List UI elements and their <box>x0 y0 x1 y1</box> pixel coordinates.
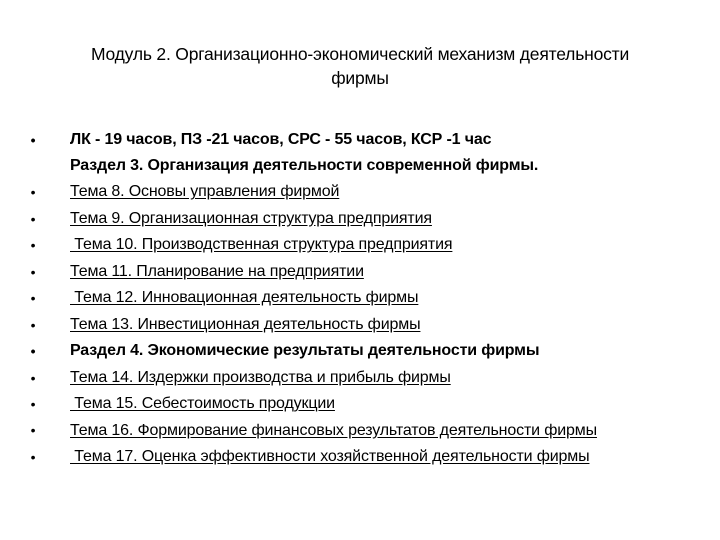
bullet-icon: • <box>30 210 36 227</box>
list-item-topic-16 <box>28 418 630 444</box>
bullet-icon: • <box>30 290 36 306</box>
bullet-icon: • <box>30 421 36 438</box>
bullet-icon: • <box>30 132 36 148</box>
list-item-topic-11 <box>28 259 688 286</box>
slide-title-line-2: фирмы <box>331 68 389 88</box>
bullet-icon: • <box>30 237 36 253</box>
slide-title-line-1: Модуль 2. Организационно-экономический механизм деятельности <box>90 44 630 64</box>
list-item-topic-14 <box>28 365 688 392</box>
bullet-icon: • <box>30 184 36 200</box>
section-3-heading: Раздел 3. Организация деятельности современной фирмы. <box>70 157 539 174</box>
topic-list <box>28 127 688 470</box>
bullet-icon: • <box>30 316 36 333</box>
topic-13-text: Тема 13. Инвестиционная деятельность фирмы <box>70 315 421 333</box>
topic-11-text: Тема 11. Планирование на предприятии <box>70 262 364 280</box>
bullet-icon: • <box>30 448 36 465</box>
list-item-hours <box>28 127 688 179</box>
slide-title <box>40 42 680 90</box>
topic-8-text: Тема 8. Основы управления фирмой <box>70 183 340 200</box>
topic-12-text: Тема 12. Инновационная деятельность фирмы <box>70 289 419 306</box>
section-4-heading: Раздел 4. Экономические результаты деятельности фирмы <box>70 342 540 359</box>
bullet-icon: • <box>30 343 36 359</box>
bullet-icon: • <box>30 263 36 280</box>
list-item-topic-12 <box>28 285 688 312</box>
topic-16-text: Тема 16. Формирование финансовых результатов деятельности фирмы <box>70 421 597 439</box>
bullet-icon: • <box>30 369 36 386</box>
list-item-topic-9 <box>28 206 688 233</box>
topic-9-text: Тема 9. Организационная структура предприятия <box>70 209 432 227</box>
list-item-topic-15 <box>28 391 688 418</box>
hours-summary: ЛК - 19 часов, ПЗ -21 часов, СРС - 55 часов, КСР -1 час <box>70 131 492 148</box>
topic-10-text: Тема 10. Производственная структура предприятия <box>70 236 453 253</box>
topic-17-text: Тема 17. Оценка эффективности хозяйственной деятельности фирмы <box>70 447 590 465</box>
list-item-topic-8 <box>28 179 688 206</box>
list-item-section-4 <box>28 338 688 365</box>
bullet-icon: • <box>30 396 36 412</box>
topic-14-text: Тема 14. Издержки производства и прибыль фирмы <box>70 368 451 386</box>
topic-15-text: Тема 15. Себестоимость продукции <box>70 395 335 412</box>
list-item-topic-13 <box>28 312 688 339</box>
list-item-topic-10 <box>28 232 688 259</box>
list-item-topic-17 <box>28 444 688 471</box>
